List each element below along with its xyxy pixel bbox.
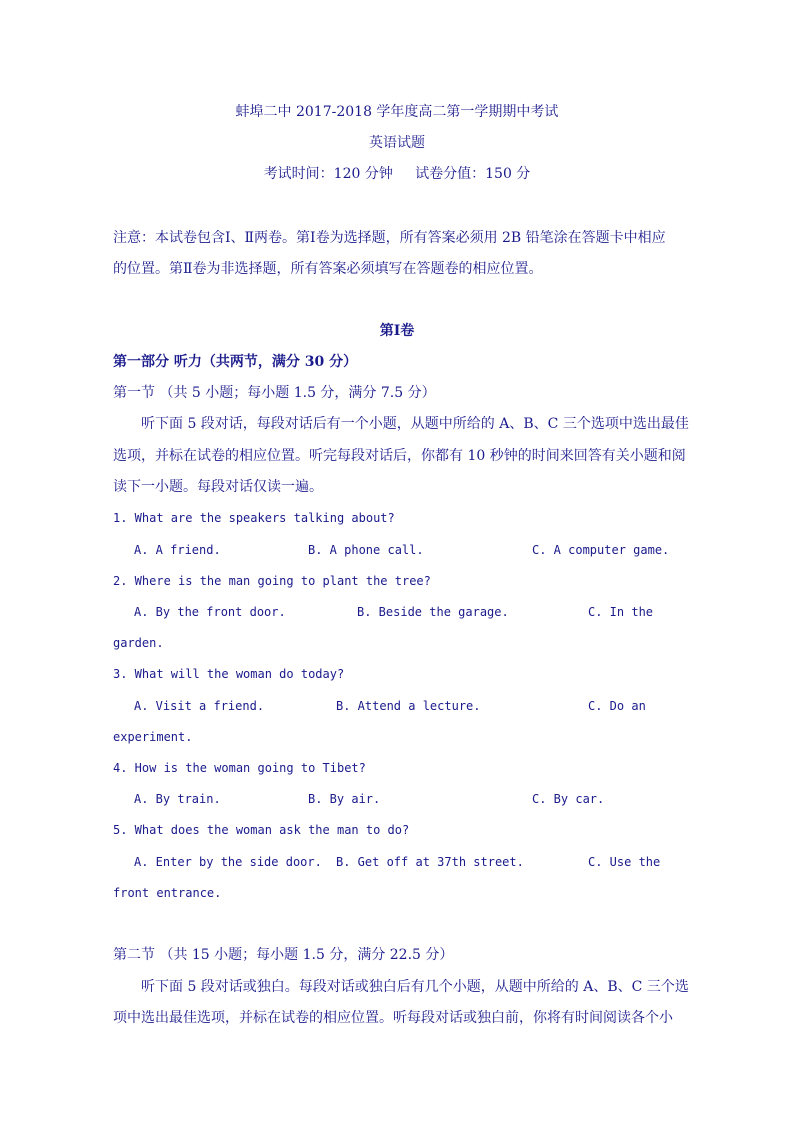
- question-2: 2. Where is the man going to plant the tree?: [113, 574, 431, 588]
- part-heading: 第一部分 听力（共两节，满分 30 分）: [113, 354, 358, 370]
- q2-option-c-cont: garden.: [113, 636, 164, 650]
- q5-option-c: C. Use the: [588, 855, 661, 869]
- q3-option-c-cont: experiment.: [113, 730, 193, 744]
- exam-title: 蚌埠二中 2017-2018 学年度高二第一学期期中考试: [235, 104, 559, 120]
- notice-line-2: 的位置。第Ⅱ卷为非选择题，所有答案必须填写在答题卷的相应位置。: [113, 261, 543, 277]
- exam-time: 考试时间：120 分钟: [263, 166, 393, 182]
- q2-option-c: C. In the: [588, 605, 654, 619]
- question-1: 1. What are the speakers talking about?: [113, 511, 395, 525]
- q3-option-c: C. Do an: [588, 699, 646, 713]
- notice-line-1: 注意：本试卷包含Ⅰ、Ⅱ两卷。第Ⅰ卷为选择题，所有答案必须用 2B 铅笔涂在答题卡中相应: [113, 230, 666, 246]
- question-5: 5. What does the woman ask the man to do?: [113, 823, 410, 837]
- q2-option-b: B. Beside the garage.: [357, 605, 509, 619]
- q1-option-a: A. A friend.: [134, 543, 221, 557]
- instruction-line-2: 选项，并标在试卷的相应位置。听完每段对话后，你都有 10 秒钟的时间来回答有关小题和阅: [113, 448, 686, 464]
- exam-subject: 英语试题: [369, 135, 425, 151]
- section-2-instruction-2: 项中选出最佳选项，并标在试卷的相应位置。听每段对话或独白前，你将有时间阅读各个小: [113, 1010, 673, 1026]
- q5-option-c-cont: front entrance.: [113, 886, 222, 900]
- instruction-line-3: 读下一小题。每段对话仅读一遍。: [113, 479, 323, 495]
- q3-option-a: A. Visit a friend.: [134, 699, 265, 713]
- section-2-heading: 第二节 （共 15 小题；每小题 1.5 分，满分 22.5 分）: [113, 947, 454, 963]
- q4-option-c: C. By car.: [532, 792, 605, 806]
- volume-title: 第Ⅰ卷: [379, 323, 415, 339]
- q4-option-b: B. By air.: [308, 792, 381, 806]
- exam-score: 试卷分值：150 分: [415, 166, 531, 182]
- q1-option-b: B. A phone call.: [308, 543, 424, 557]
- exam-meta: [0, 164, 794, 184]
- q5-option-a: A. Enter by the side door.: [134, 855, 322, 869]
- q2-option-a: A. By the front door.: [134, 605, 286, 619]
- question-4: 4. How is the woman going to Tibet?: [113, 761, 366, 775]
- instruction-line-1: 听下面 5 段对话，每段对话后有一个小题，从题中所给的 A、B、C 三个选项中选出最佳: [141, 416, 689, 432]
- q5-option-b: B. Get off at 37th street.: [336, 855, 524, 869]
- section-2-instruction-1: 听下面 5 段对话或独白。每段对话或独白后有几个小题，从题中所给的 A、B、C 三个选: [141, 979, 689, 995]
- section-heading: 第一节 （共 5 小题；每小题 1.5 分，满分 7.5 分）: [113, 385, 436, 401]
- q1-option-c: C. A computer game.: [532, 543, 670, 557]
- question-3: 3. What will the woman do today?: [113, 667, 345, 681]
- q4-option-a: A. By train.: [134, 792, 221, 806]
- q3-option-b: B. Attend a lecture.: [336, 699, 481, 713]
